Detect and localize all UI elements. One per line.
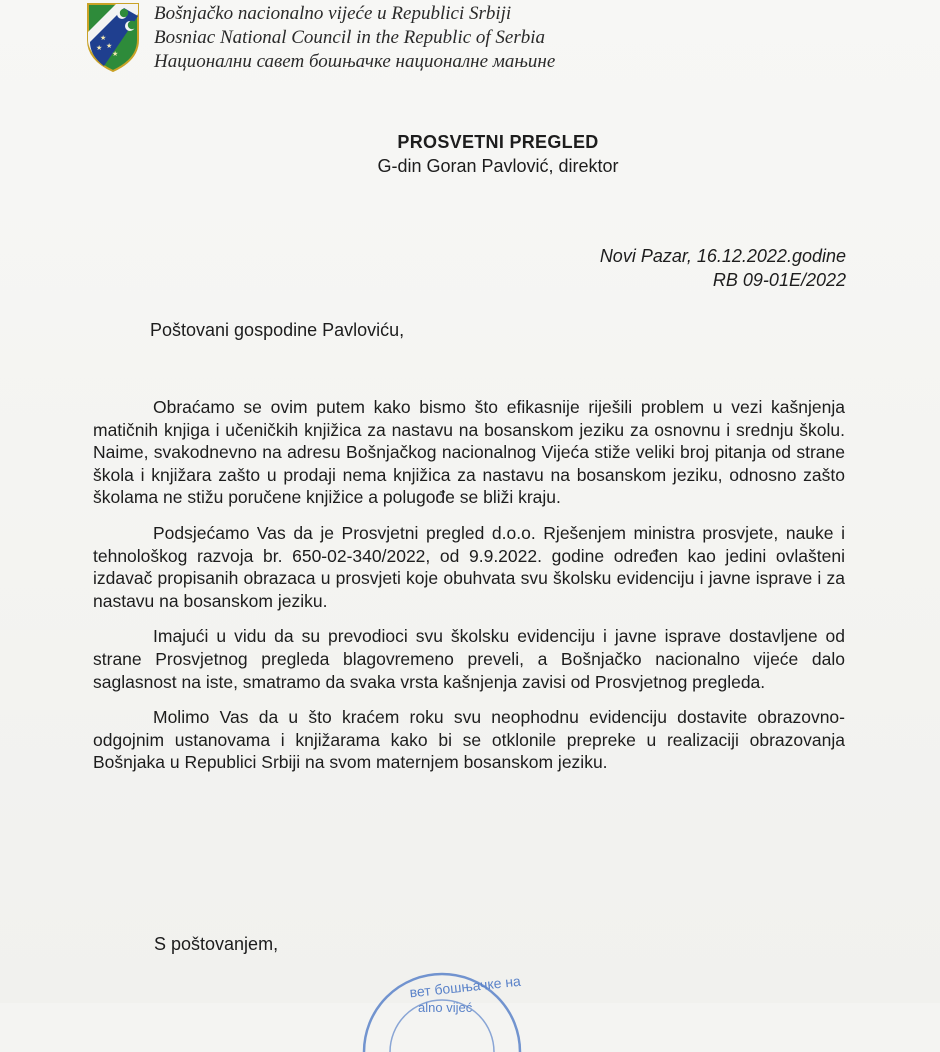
svg-text:★: ★: [100, 35, 107, 42]
letter-meta: [600, 244, 846, 292]
body-paragraph: Obraćamo se ovim putem kako bismo što efikasnije riješili problem u vezi kašnjenja matičnih knjiga i učeničkih knjižica za nastavu na bosanskom jeziku za osnovnu i srednju školu. Naime, svakodnevno na adresu Bošnjačkog nacionalnog Vijeća stiže veliki broj pitanja od strane škola i knjižara zašto u prodaji nema knjižica za nastavu na bosanskom jeziku, odnosno zašto školama ne stižu poručene knjižice a polugođe se bliži kraju.: [93, 397, 845, 508]
place-date: Novi Pazar, 16.12.2022.godine: [599, 246, 846, 266]
official-stamp-icon: [352, 962, 532, 1052]
recipient-block: [0, 130, 940, 178]
svg-text:★: ★: [96, 45, 103, 52]
letterhead: [154, 2, 555, 74]
stamp-text-top: вет бошњачке на: [408, 972, 522, 1001]
salutation: Poštovani gospodine Pavloviću,: [150, 320, 405, 340]
letter-body: [93, 396, 845, 787]
body-paragraph: Imajući u vidu da su prevodioci svu školsku evidenciju i javne isprave dostavljene od strane Prosvjetnog pregleda blagovremeno preveli, a Bošnjačko nacionalno vijeće dalo saglasnost na iste, smatramo da svaka vrsta kašnjenja zavisi od Prosvjetnog pregleda.: [93, 626, 845, 692]
body-paragraph: Podsjećamo Vas da je Prosvjetni pregled d.o.o. Rješenjem ministra prosvjete, nauke i tehnološkog razvoja br. 650-02-340/2022, od 9.9.2022. godine određen kao jedini ovlašteni izdavač propisanih obrazaca u prosvjeti koje obuhvata svu školsku evidenciju i javne isprave i za nastavu na bosanskom jeziku.: [93, 522, 845, 611]
recipient-person: G-din Goran Pavlović, direktor: [377, 156, 619, 176]
recipient-organization: PROSVETNI PREGLED: [397, 132, 599, 152]
letterhead-line-cyrillic: Национални савет бошњачке националне мањине: [154, 51, 556, 72]
reference-number: RB 09-01E/2022: [712, 270, 846, 290]
letterhead-line-bosnian: Bošnjačko nacionalno vijeće u Republici Srbiji: [154, 3, 512, 24]
council-emblem-icon: [86, 2, 140, 72]
body-paragraph: Molimo Vas da u što kraćem roku svu neophodnu evidenciju dostavite obrazovno-odgojnim ustanovama i knjižarama kako bi se otklonile prepreke u realizaciji obrazovanja Bošnjaka u Republici Srbiji na svom maternjem bosanskom jeziku.: [93, 707, 845, 773]
stamp-text-mid: alno vijeć: [418, 1000, 473, 1015]
svg-text:★: ★: [112, 51, 119, 58]
closing: S poštovanjem,: [154, 934, 279, 954]
svg-text:★: ★: [106, 43, 113, 50]
letterhead-line-english: Bosniac National Council in the Republic of Serbia: [154, 27, 546, 48]
